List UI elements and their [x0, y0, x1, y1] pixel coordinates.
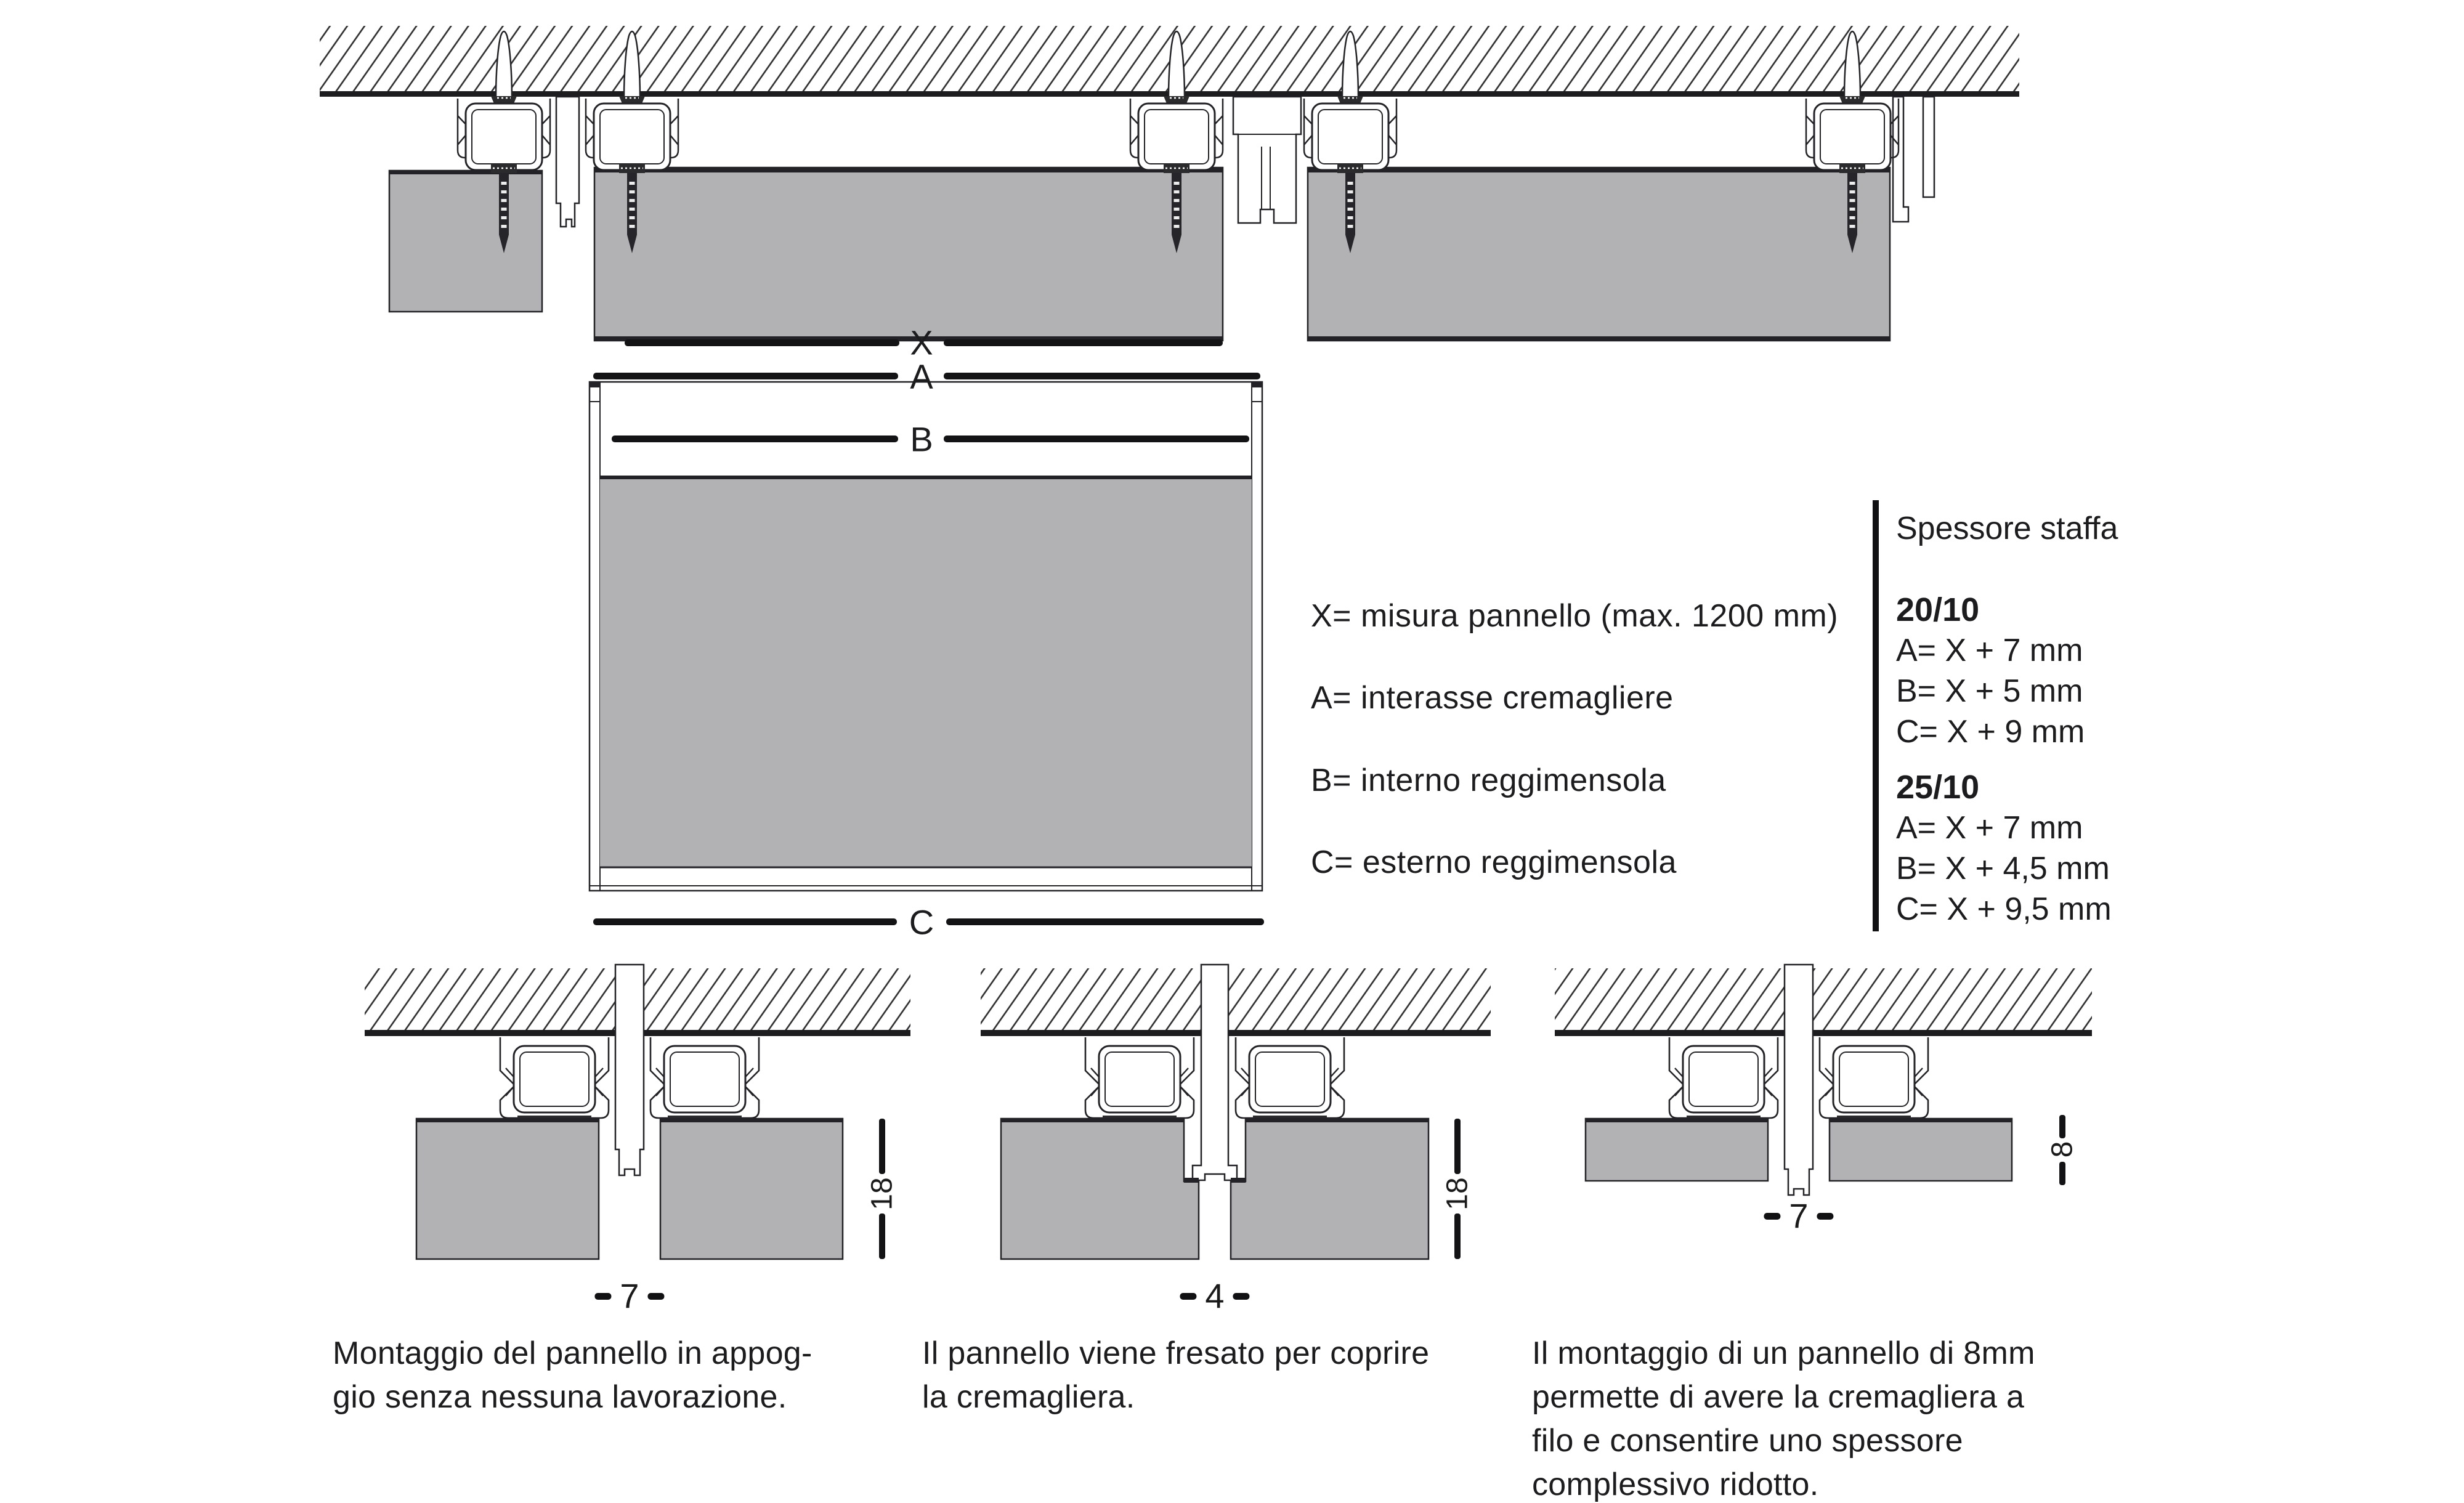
dim-18-bar-bottom-d2: [1454, 1213, 1461, 1259]
caption-d3-line3: filo e consentire uno spessore: [1532, 1423, 1963, 1459]
dim-dash-icon: [1817, 1213, 1834, 1220]
baseline-d1-left: [365, 1030, 615, 1036]
bracket-d2-right: [1236, 1037, 1344, 1120]
caption-d2-line2: la cremagliera.: [922, 1379, 1135, 1415]
panel-d3-left: [1586, 1119, 1768, 1181]
dim-dash-icon: [594, 1293, 611, 1300]
joint-profile-d3: [1785, 965, 1813, 1195]
panel-right-profile-cap: [1251, 382, 1262, 387]
bracket-d3-right: [1820, 1037, 1928, 1120]
dim-line-x: [625, 339, 899, 346]
caption-d3-line2: permette di avere la cremagliera a: [1532, 1379, 2025, 1415]
bracket-d1-right: [650, 1037, 759, 1120]
dim-dash-icon: [648, 1293, 665, 1300]
gap-dim-d2: [1180, 1276, 1249, 1315]
slot-floor-right-d2: [1231, 1178, 1246, 1183]
panel-gray-top-edge: [600, 476, 1252, 479]
spessore-group1-name: 20/10: [1896, 591, 1980, 628]
gap-dim-d1: [594, 1276, 664, 1315]
legend-line-a: A= interasse cremagliere: [1311, 680, 1674, 716]
baseline-d3-right: [1813, 1030, 2092, 1036]
dim-line-b-right: [944, 436, 1249, 442]
baseline-d1-right: [644, 1030, 910, 1036]
slot-floor-left-d2: [1184, 1178, 1199, 1183]
spessore-group2-formula-c: C= X + 9,5 mm: [1896, 891, 2112, 927]
caption-d3-line4: complessivo ridotto.: [1532, 1467, 1819, 1502]
dim-line-x-right: [944, 339, 1223, 346]
panel-wide-left-top-edge: [594, 168, 1223, 172]
spessore-group2-name: 25/10: [1896, 769, 1980, 806]
panel-d2-right: [1231, 1119, 1429, 1259]
spessore-group1-formula-c: C= X + 9 mm: [1896, 714, 2085, 750]
panel-narrow-top-edge: [389, 171, 542, 174]
panel-d2-left: [1001, 1119, 1199, 1259]
gap-dim-d3: [1764, 1196, 1833, 1235]
caption-d1-line1: Montaggio del pannello in appog-: [333, 1335, 813, 1371]
caption-detail-1: [333, 1332, 813, 1419]
detail-8mm-drawing: [1555, 965, 2092, 1195]
spessore-divider-bar: [1873, 500, 1879, 931]
panel-wide-right-bottom-edge: [1308, 336, 1890, 341]
joint-profile-center: [1233, 97, 1301, 223]
dim-label-c: C: [909, 902, 934, 942]
spessore-group2-formula-a: A= X + 7 mm: [1896, 810, 2083, 846]
baseline-d3-left: [1555, 1030, 1785, 1036]
wall-hatch-d2: [981, 968, 1491, 1030]
thickness-dim-d3: 8: [2046, 1141, 2079, 1158]
panel-d1-right-top: [660, 1119, 843, 1122]
wall-hatch-d3: [1555, 968, 2092, 1030]
baseline-d2-right: [1228, 1030, 1491, 1036]
caption-d2-line1: Il pannello viene fresato per coprire: [922, 1335, 1430, 1371]
thickness-dim-d2: 18: [1441, 1177, 1474, 1210]
thickness-dim-d1: 18: [865, 1177, 899, 1210]
dim-8-bar-bottom-d3: [2059, 1162, 2065, 1185]
spessore-title: Spessore staffa: [1896, 511, 2118, 546]
dim-label-b: B: [910, 419, 933, 459]
panel-wide-right-top-edge: [1308, 168, 1890, 172]
dim-line-a-right: [944, 373, 1260, 379]
panel-d3-left-top: [1586, 1119, 1768, 1122]
dim-8-bar-top-d3: [2059, 1115, 2065, 1138]
legend-line-c: C= esterno reggimensola: [1311, 845, 1677, 880]
dim-line-a: [593, 373, 898, 379]
gap-dim-d3-value: 7: [1789, 1196, 1809, 1235]
dim-18-bar-bottom-d1: [879, 1213, 885, 1259]
caption-d3-line1: Il montaggio di un pannello di 8mm: [1532, 1335, 2035, 1371]
caption-d1-line2: gio senza nessuna lavorazione.: [333, 1379, 787, 1415]
dim-dash-icon: [1233, 1293, 1250, 1300]
detail-appoggio-drawing: [365, 965, 910, 1259]
top-section-drawing: [320, 26, 2019, 341]
panel-d3-right: [1830, 1119, 2012, 1181]
spessore-group2-formula-b: B= X + 4,5 mm: [1896, 851, 2110, 886]
panel-d1-right: [660, 1119, 843, 1259]
panel-left-profile-cap: [590, 382, 601, 387]
panel-d3-right-top: [1830, 1119, 2012, 1122]
dim-dash-icon: [1180, 1293, 1196, 1300]
panel-wide-right: [1308, 168, 1890, 341]
panel-d2-right-top: [1246, 1119, 1429, 1122]
dim-label-a: A: [910, 357, 933, 396]
panel-d1-left: [416, 1119, 599, 1259]
caption-detail-2: [922, 1332, 1429, 1419]
panel-wide-left: [594, 168, 1223, 341]
spessore-group1-formula-a: A= X + 7 mm: [1896, 633, 2083, 668]
dim-18-bar-top-d1: [879, 1119, 885, 1174]
gap-dim-d2-value: 4: [1205, 1276, 1225, 1315]
bracket-d1-left: [500, 1037, 609, 1120]
panel-d1-left-top: [416, 1119, 599, 1122]
dim-line-c-right: [946, 918, 1264, 925]
caption-detail-3: [1532, 1332, 2035, 1503]
detail-fresato-drawing: [981, 965, 1491, 1259]
legend-line-x: X= misura pannello (max. 1200 mm): [1311, 598, 1839, 634]
dim-18-bar-top-d2: [1454, 1119, 1461, 1174]
gap-dim-d1-value: 7: [620, 1276, 639, 1315]
baseline-d2-left: [981, 1030, 1201, 1036]
panel-d2-left-top: [1001, 1119, 1184, 1122]
dim-line-c: [593, 918, 897, 925]
panel-gray-body: [600, 476, 1252, 867]
joint-profile-d1: [615, 965, 644, 1175]
panel-narrow: [389, 171, 542, 312]
dim-dash-icon: [1764, 1213, 1780, 1220]
spessore-group1-formula-b: B= X + 5 mm: [1896, 673, 2083, 709]
bracket-d2-left: [1085, 1037, 1194, 1120]
dim-line-b: [612, 436, 898, 442]
joint-profile-left: [556, 97, 579, 227]
legend-line-b: B= interno reggimensola: [1311, 763, 1666, 798]
dim-label-x: X: [910, 323, 933, 362]
bracket-d3-left: [1669, 1037, 1778, 1120]
